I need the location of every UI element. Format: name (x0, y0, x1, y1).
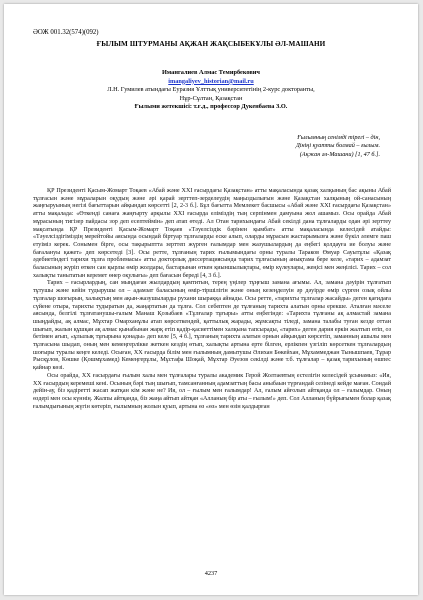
author-block (4, 69, 418, 112)
body-paragraph: Тарих – ғасырлардың, сан мыңдаған жылдардың қамтитын, терең үңілер тұңғыш замана ағымы. Ал, замана дәуірін тұлғатып тұтушы және кейін тудырушы ол – адамзат баласының өмір-тіршілігін және оның кезеңделуін әр дәуірде өмір сүрген озық ойлы тұлғалар шоғырын, халықтың мен ақын-жазушыларды рухани шыраққа айнады. Осы ретте, «тарихты тұлғалар жасайды» деген қағидаға сүйене отыра, тарихты тудыратын да, жаңартатын да тұлға. Сол себептен де тұлғаның тарихта алатын орны ерекше. Аталған мәселе аясында, белгілі тұлғатанушы-ғалым Манаш Қозыбаев «Тұлғалар тұғыры» атты еңбегінде: «Тарихта тұлғаны ақ алмастай замана шыңдайды, ақ алмас, Мұхтар Омарханұлы атап көрсеткендей, қаттылық жарады, жұмсақты тіледі, замана талабы туған кезде оттан шығып, жалын құшқан ақ алмас қынабынан жарқ етіп қадір-қасиеттімен халқына тапсырады, «тарих» деген дария еркін жалтып өтіп, оз бетімен ағып, «ұлылық тұғырына қонады» деп келе [5, 4 б.], тұлғаның тарихта алатын орнын айқындап көрсетіп, заманның ашылы мен тұлғасына шыдап, оның мен кемеңгерлікке жеткен кездің өтып, халықты артына ерте білген, ерлікпен үзгіліп көрсеткен тұлғалардың шоғыры туралы кеңге келеді. Осыған, ХХ ғасырда білім мен ғылымның дамытушы Әлихан Бөкейхан, Мұхаммеджан Тынышпаев, Тұрар Рысқұлов, Көшке (Қошмұхамед) Кемеңгерұлы, Мұстафа Шоқай, Мұхтар Әуезов секілді және т.б. тұлғалар – қазақ тарихының өшпес қайнар көзі. (33, 280, 391, 372)
author-city: Нұр-Сұлтан, Қазақстан (179, 94, 243, 102)
author-affiliation: Л.Н. Гумилев атындағы Еуразия Ұлттық университетінің 2-курс докторанты, (107, 86, 315, 94)
document-page (4, 4, 418, 595)
epigraph-source: (Ақжан әл-Машани) [1, 47 б.]. (299, 150, 380, 158)
body-paragraph: Осы орайда, XX ғасырдағы ғылым халы мен тұлғалары туралы академик Герой Жолтаевтың естелігін келесідей ұсынамыз: «Ия, XX ғасырдың керемеші кені. Осының бәрі тың шығып, тамсанғанның адамзаттың басы аныбаын түрғандай сезінеді кейде маған. Сондай дейін-ау, біз қадіретті жасап жатқан кім және не? Ия, ол – ғылым мен ғалымдар! Ал, ғалым айғолып айтқанда ол – ғалымдар. Оның өздері мен осы күннің. Жалпы айтқанда, біз жаңа айтып айтқан «Алланың бір аты – ғылым!» деп. Сол Алланың бүйрығымен болар қазақ ғалымдығының жүгін көтеріп, ғылымның жолын қуып, артына өз «өз» мен өзін қалдырған (33, 372, 391, 410)
epigraph-line-2: Дініңі қуатты болмай – ғылым. (295, 142, 380, 150)
udc-code: ӘОЖ 001.32(574)(092) (33, 29, 99, 36)
scientific-advisor: Ғылыми жетекшісі: т.ғ.д., профессор Дукенбаева З.О. (134, 103, 288, 111)
author-email-link[interactable]: imangaliyev_historian@mail.ru (168, 77, 254, 85)
author-name: Имангалиев Алмас Темирбекович (162, 69, 260, 76)
epigraph (260, 134, 380, 159)
epigraph-line-1: Ғылымның сенімді тірегі – дін, (297, 134, 380, 141)
body-paragraph: ҚР Президенті Қасым-Жомарт Тоқаев «Абай және XXI ғасырдағы Қазақстан» атты мақаласында қазақ халқының бас ақыны Абай тұлғасын және мұраларын оқудың және әрі қарай зерттеп-зерделеудің маңыздылығын және Қазақстан халқының ой-санасының жаңғыруының негізі бағыттарын айқындап көрсетті [2, 2-3 б.]. Бұл бағытта Мемлекет басшысы «Абай және XXI ғасырдағы Қазақстан» атты мақалада: «Өткенді санаға жаңғырту арқылы XXI ғасырда еліміздің тың серпінмен дамуына жол ашамыз. Осы орайда Абай мұрасының тигізер пайдасы зор деп есептеймін» деп атап өтеді. Ал Отан тарихындағы Абай секілді дана тұлғаларды одан әрі зерттеу мақсатында ҚР Президенті Қасым-Жомарт Тоқаев «Тәуелсіздік бәрінен қымбат» атты мақаласында келесідей атайды: «Тәуелсіздігіміздің мерейтойы аясында осындай біртуар тұлғаларды еске алып, оларды мұрасын жастарымызға және бүкіл әлемге паш етуіміз керек. Сонымен бірге, осы тақырыптта зерттеп жүрген ғалымдар мен жазушылардың да еңбегі қолдауға ие болуы және бағалануы қажет» деп көрсетеді [3]. Осы ретте, тұлғаның тарих ғылымындағы орны туралы Тараков Өмуар Сауытұлы «Қазақ әдебиетіндегі тарихи тұлға проблемасы» атты докторлық диссертациясында тарих тұлғасының анықтама бере келе, «тарих – адамзат баласының жүріп өткен сан қырлы өмір жолдары, бастарынан өткен қиыншылықтары, өмір күлеулары, жеңісі мен жеңілісі. Тарих – сол халықты танытатын керемет өнер оқулығы» деп бағасын береді [4, 3 б.]. (33, 188, 391, 279)
page-number: 4237 (204, 570, 218, 577)
article-body (33, 188, 391, 411)
article-title: ҒЫЛЫМ ШТУРМАНЫ АҚЖАН ЖАҚСЫБЕКҰЛЫ ӘЛ-МАШАНИ (96, 40, 326, 48)
